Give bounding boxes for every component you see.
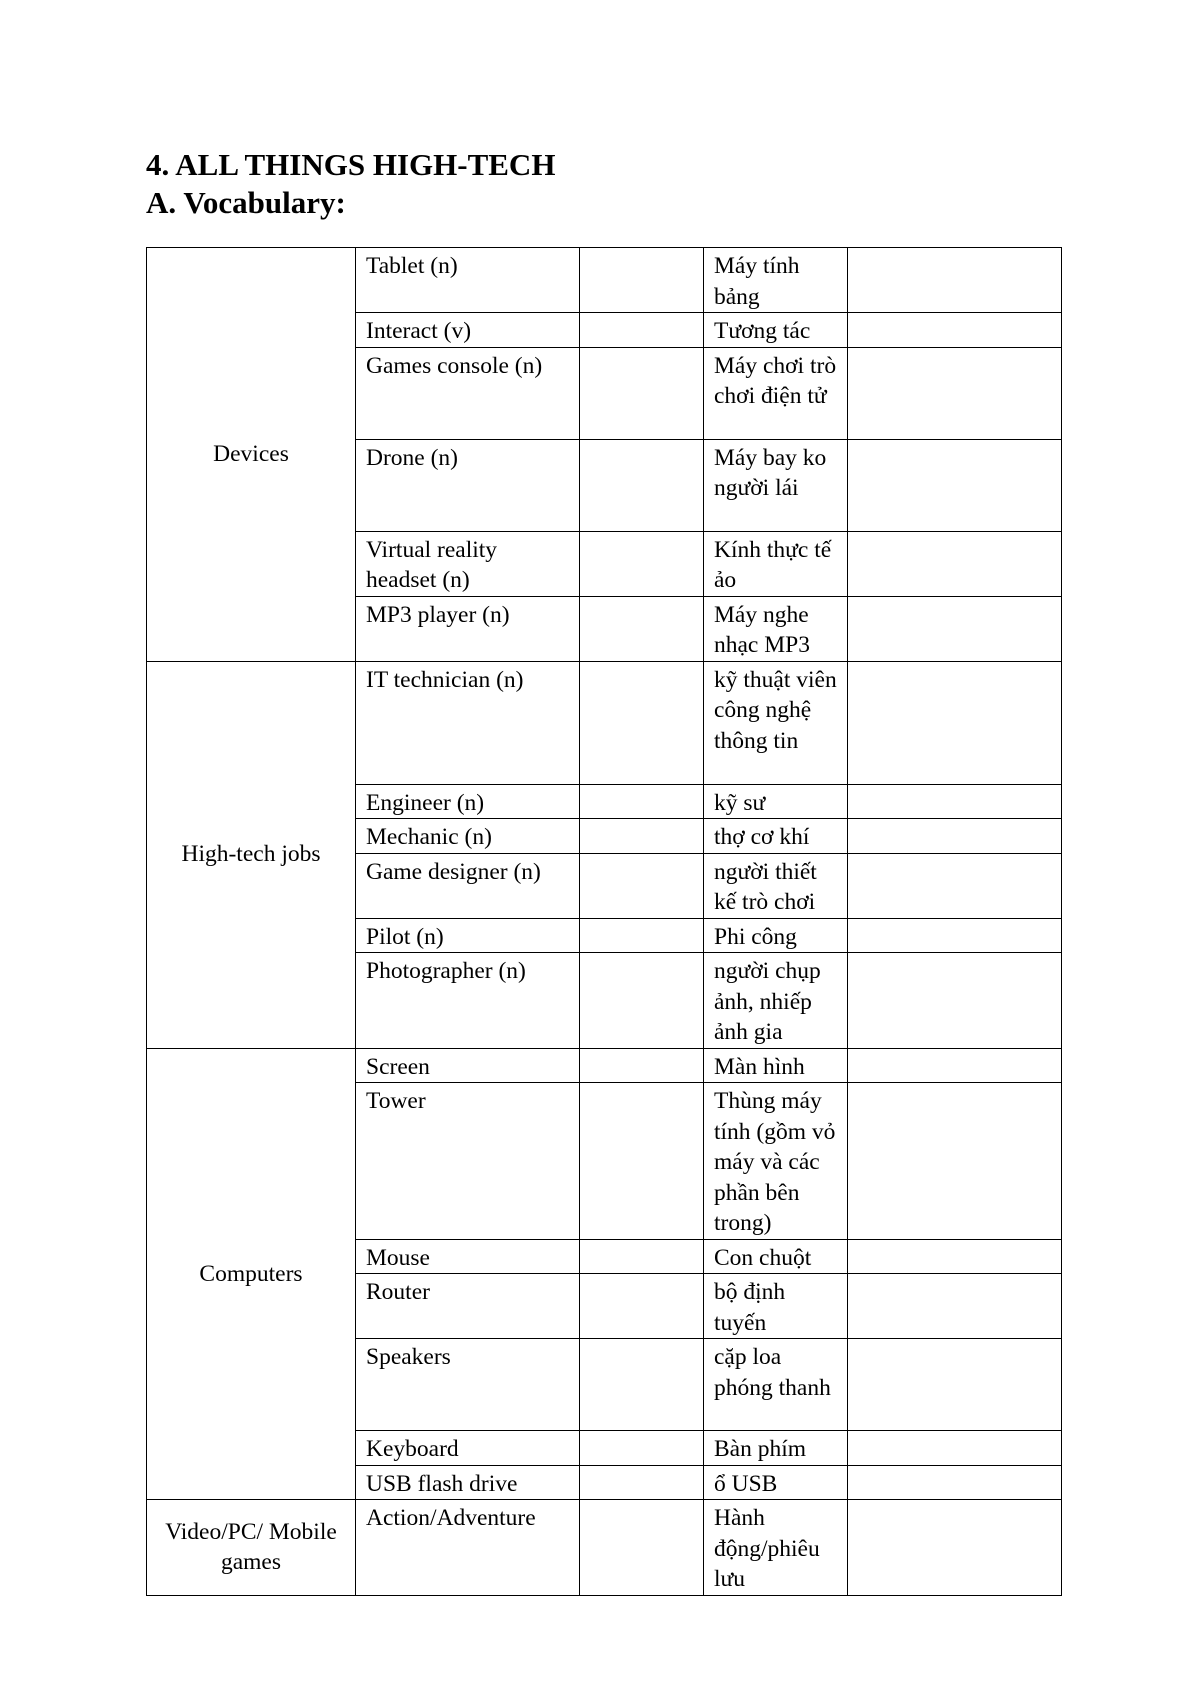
blank-cell [580,347,704,439]
blank-cell [848,248,1062,313]
blank-cell [580,661,704,784]
blank-cell [848,1048,1062,1083]
word-cell: Mouse [356,1239,580,1274]
page-heading [146,146,555,222]
blank-cell [580,1274,704,1339]
blank-cell [580,953,704,1049]
meaning-cell: Tương tác [704,313,848,348]
word-cell: IT technician (n) [356,661,580,784]
vocabulary-table [146,247,1062,1596]
table-row [147,661,1062,784]
word-cell: Virtual reality headset (n) [356,531,580,596]
blank-cell [848,819,1062,854]
subsection-title: A. Vocabulary: [146,185,346,220]
meaning-cell: kỹ sư [704,784,848,819]
blank-cell [580,1500,704,1596]
word-cell: Pilot (n) [356,918,580,953]
category-cell: Devices [147,248,356,662]
blank-cell [848,347,1062,439]
word-cell: Interact (v) [356,313,580,348]
blank-cell [848,1083,1062,1240]
blank-cell [848,918,1062,953]
blank-cell [848,531,1062,596]
blank-cell [848,1500,1062,1596]
meaning-cell: Bàn phím [704,1431,848,1466]
blank-cell [580,313,704,348]
blank-cell [580,918,704,953]
section-title: 4. ALL THINGS HIGH-TECH [146,147,556,182]
blank-cell [848,784,1062,819]
blank-cell [848,1274,1062,1339]
word-cell: Tablet (n) [356,248,580,313]
word-cell: Games console (n) [356,347,580,439]
blank-cell [580,439,704,531]
blank-cell [580,784,704,819]
table-row [147,1500,1062,1596]
word-cell: Screen [356,1048,580,1083]
blank-cell [580,1465,704,1500]
word-cell: MP3 player (n) [356,596,580,661]
meaning-cell: Phi công [704,918,848,953]
meaning-cell: Thùng máy tính (gồm vỏ máy và các phần bên trong) [704,1083,848,1240]
blank-cell [848,596,1062,661]
blank-cell [848,1431,1062,1466]
word-cell: Engineer (n) [356,784,580,819]
blank-cell [848,1465,1062,1500]
meaning-cell: cặp loa phóng thanh [704,1339,848,1431]
blank-cell [848,661,1062,784]
blank-cell [580,531,704,596]
meaning-cell: người chụp ảnh, nhiếp ảnh gia [704,953,848,1049]
word-cell: Game designer (n) [356,853,580,918]
meaning-cell: thợ cơ khí [704,819,848,854]
meaning-cell: ổ USB [704,1465,848,1500]
word-cell: Speakers [356,1339,580,1431]
blank-cell [580,1048,704,1083]
category-cell: High-tech jobs [147,661,356,1048]
meaning-cell: người thiết kế trò chơi [704,853,848,918]
blank-cell [580,1431,704,1466]
blank-cell [848,953,1062,1049]
word-cell: Tower [356,1083,580,1240]
meaning-cell: kỹ thuật viên công nghệ thông tin [704,661,848,784]
blank-cell [848,1239,1062,1274]
meaning-cell: Máy nghe nhạc MP3 [704,596,848,661]
meaning-cell: Màn hình [704,1048,848,1083]
meaning-cell: Máy bay ko người lái [704,439,848,531]
word-cell: Mechanic (n) [356,819,580,854]
blank-cell [580,819,704,854]
blank-cell [580,248,704,313]
category-cell: Video/PC/ Mobile games [147,1500,356,1596]
meaning-cell: Máy chơi trò chơi điện tử [704,347,848,439]
word-cell: Router [356,1274,580,1339]
blank-cell [580,596,704,661]
table-row [147,248,1062,313]
word-cell: Photographer (n) [356,953,580,1049]
blank-cell [848,1339,1062,1431]
blank-cell [580,853,704,918]
word-cell: Action/Adventure [356,1500,580,1596]
blank-cell [580,1083,704,1240]
category-cell: Computers [147,1048,356,1500]
meaning-cell: Máy tính bảng [704,248,848,313]
blank-cell [848,853,1062,918]
meaning-cell: Hành động/phiêu lưu [704,1500,848,1596]
table-row [147,1048,1062,1083]
meaning-cell: bộ định tuyến [704,1274,848,1339]
word-cell: Keyboard [356,1431,580,1466]
vocabulary-table-body [147,248,1062,1596]
meaning-cell: Kính thực tế ảo [704,531,848,596]
blank-cell [848,439,1062,531]
blank-cell [580,1339,704,1431]
meaning-cell: Con chuột [704,1239,848,1274]
word-cell: USB flash drive [356,1465,580,1500]
blank-cell [580,1239,704,1274]
blank-cell [848,313,1062,348]
word-cell: Drone (n) [356,439,580,531]
